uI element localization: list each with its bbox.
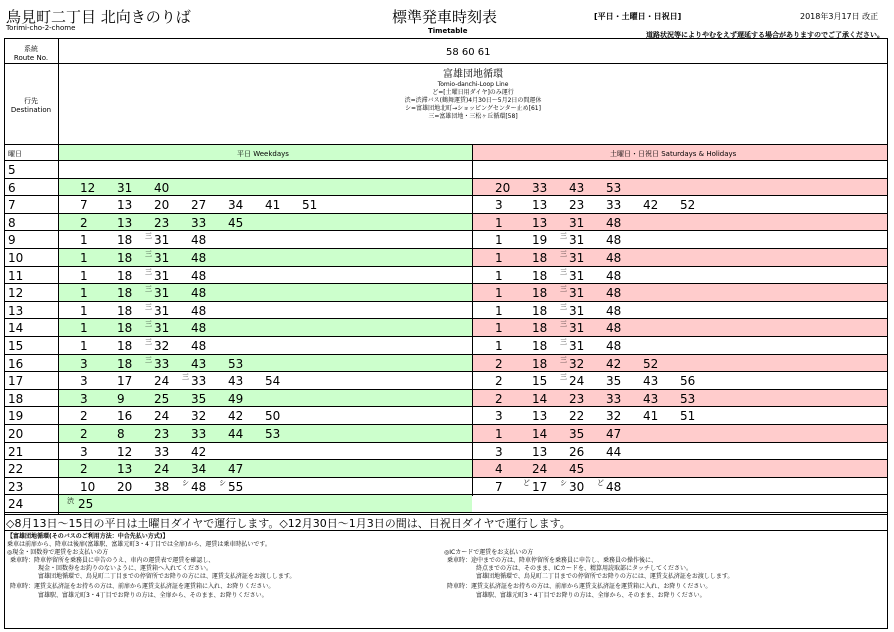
weekday-minute: 25 (78, 497, 94, 512)
holiday-minute: 44 (606, 444, 622, 459)
holiday-minute: 32 (569, 356, 585, 371)
hour-label: 8 (8, 215, 16, 230)
table-row (0, 478, 894, 496)
hour-label: 6 (8, 180, 16, 195)
day-type-label: [平日・土曜日・日祝日] (594, 12, 682, 21)
weekday-minute: 34 (191, 462, 207, 477)
holiday-minute: 42 (643, 198, 659, 213)
weekday-minute: 54 (265, 374, 281, 389)
table-row (0, 231, 894, 249)
holiday-minute: 43 (643, 374, 659, 389)
route-numbers: 58 60 61 (446, 47, 491, 58)
hour-label: 12 (8, 286, 24, 301)
weekday-minute: 18 (117, 321, 133, 336)
fare-line: 富雄団地循環で、鳥見町二丁目までの停留所でお降りの方には、運賃支払済証をお渡しします。 (476, 573, 734, 580)
fare-line: 降車時：運賃支払済証をお持ちの方は、前扉から運賃支払済証を運賃箱に入れ、お降りください。 (10, 583, 275, 590)
weekday-minute: 47 (228, 462, 244, 477)
route-mark: 三 (182, 373, 189, 382)
route-label-en: Route No. (13, 54, 49, 62)
holiday-minute: 18 (532, 303, 548, 318)
weekday-minute: 18 (117, 303, 133, 318)
weekday-minute: 1 (80, 286, 88, 301)
route-mark: 三 (560, 232, 567, 241)
weekday-minute: 25 (154, 391, 170, 406)
route-mark: シ (182, 478, 189, 487)
holiday-minute: 53 (680, 391, 696, 406)
weekday-minute: 17 (117, 374, 133, 389)
fare-line: 富雄団地循環で、鳥見町二丁目までの停留所でお降りの方には、運賃支払済証をお渡しします。 (38, 573, 296, 580)
legend-item: ど=[土曜日用ダイヤ]のみ運行 (432, 89, 514, 96)
table-row (0, 249, 894, 267)
holiday-minute: 31 (569, 303, 585, 318)
holiday-minute: 2 (495, 356, 503, 371)
route-mark: 三 (145, 338, 152, 346)
holiday-minute: 35 (569, 427, 585, 441)
weekday-minute: 34 (228, 198, 244, 213)
weekday-minute: 48 (191, 268, 207, 283)
weekday-minute: 3 (80, 444, 88, 459)
holiday-minute: 22 (569, 409, 585, 424)
fare-line: 乗車は前扉から、降車は後扉(富雄駅、富雄元町3・4丁目では全扉)から、運賃は乗車時払いです。 (7, 541, 271, 548)
legend-item: 渋=渋滞バス(鶴舞運賃)4月30日～5月2日の間運休 (404, 97, 542, 104)
weekday-minute: 12 (117, 444, 133, 459)
weekday-minute: 23 (154, 215, 170, 230)
route-mark: ど (597, 478, 604, 487)
weekday-minute: 31 (154, 286, 170, 301)
table-row (0, 425, 894, 443)
weekday-minute: 48 (191, 339, 207, 353)
fare-line: 【富雄団地循環(そのバスのご利用方法：中合先払い方式)】 (7, 533, 169, 540)
route-mark: 三 (560, 250, 567, 258)
weekday-minute: 31 (117, 180, 133, 195)
fare-line: ◎ICカードで運賃をお支払いの方 (444, 549, 534, 556)
weekday-minute: 48 (191, 321, 207, 336)
holiday-minute: 3 (495, 444, 503, 459)
weekday-minute: 24 (154, 374, 170, 389)
holiday-minute: 20 (495, 180, 511, 195)
weekday-minute: 53 (265, 427, 281, 441)
holiday-minute: 31 (569, 286, 585, 301)
fare-line: 現金・回数券をお釣りのないように、運賃箱へ入れてください。 (38, 565, 213, 572)
holiday-minute: 48 (606, 339, 622, 353)
holiday-minute: 32 (606, 409, 622, 424)
page-subtitle: Timetable (428, 27, 468, 35)
hour-label: 20 (8, 427, 24, 441)
weekday-minute: 55 (228, 479, 244, 494)
holiday-minute: 1 (495, 268, 503, 283)
weekday-minute: 33 (154, 444, 170, 459)
table-row (0, 443, 894, 461)
page-title: 標準発車時刻表 (392, 8, 498, 26)
holiday-minute: 31 (569, 321, 585, 336)
hour-label: 23 (8, 479, 24, 494)
route-mark: シ (219, 478, 226, 487)
holiday-minute: 2 (495, 374, 503, 389)
table-row (0, 372, 894, 390)
weekday-minute: 13 (117, 462, 133, 477)
route-mark: 三 (560, 285, 567, 294)
holiday-minute: 19 (532, 233, 548, 248)
holiday-minute: 18 (532, 268, 548, 283)
table-row (0, 302, 894, 320)
weekday-minute: 42 (191, 444, 207, 459)
holiday-minute: 48 (606, 215, 622, 230)
weekday-minute: 9 (117, 391, 125, 406)
weekday-minute: 48 (191, 233, 207, 248)
holiday-minute: 43 (569, 180, 585, 195)
stop-name: 鳥見町二丁目 北向きのりば (6, 8, 191, 26)
holiday-minute: 45 (569, 462, 585, 477)
route-mark: 三 (560, 338, 567, 346)
holiday-minute: 14 (532, 427, 548, 441)
table-row (0, 179, 894, 197)
weekday-minute: 45 (228, 215, 244, 230)
weekday-row-shade (59, 495, 472, 512)
holiday-minute: 33 (532, 180, 548, 195)
weekday-minute: 1 (80, 268, 88, 283)
stop-name-roman: Torimi-cho-2-chome (6, 24, 76, 32)
holiday-minute: 1 (495, 303, 503, 318)
table-row (0, 196, 894, 214)
weekday-minute: 18 (117, 339, 133, 353)
weekday-minute: 33 (191, 215, 207, 230)
holiday-minute: 41 (643, 409, 659, 424)
weekday-minute: 1 (80, 339, 88, 353)
weekday-minute: 13 (117, 198, 133, 213)
destination-label-en: Destination (10, 106, 52, 114)
legend-item: シ=富雄団地北町→ショッピングセンター止め[61] (405, 105, 541, 112)
weekday-minute: 18 (117, 286, 133, 301)
holiday-header-label: 土曜日・日祝日 Saturdays & Holidays (610, 150, 737, 158)
holiday-minute: 15 (532, 374, 548, 389)
hour-label: 15 (8, 339, 24, 353)
holiday-minute: 48 (606, 321, 622, 336)
weekday-minute: 2 (80, 409, 88, 424)
holiday-minute: 31 (569, 268, 585, 283)
weekday-minute: 3 (80, 391, 88, 406)
weekday-minute: 53 (228, 356, 244, 371)
route-mark: 三 (560, 267, 567, 276)
weekday-minute: 2 (80, 427, 88, 441)
holiday-minute: 13 (532, 444, 548, 459)
weekday-minute: 41 (265, 198, 281, 213)
holiday-minute: 4 (495, 462, 503, 477)
holiday-minute: 42 (606, 356, 622, 371)
hour-label: 19 (8, 409, 24, 424)
fare-line: 乗車時：途中までの方は、降車停留所を乗務員に申告し、乗務員の操作後に、 (447, 557, 658, 564)
weekday-minute: 32 (191, 409, 207, 424)
weekday-minute: 48 (191, 286, 207, 301)
table-row (0, 460, 894, 478)
weekday-minute: 48 (191, 251, 207, 265)
table-row (0, 407, 894, 425)
holiday-minute: 31 (569, 233, 585, 248)
holiday-minute: 3 (495, 409, 503, 424)
weekday-minute: 3 (80, 356, 88, 371)
route-mark: 三 (560, 302, 567, 311)
weekday-minute: 49 (228, 391, 244, 406)
weekday-minute: 8 (117, 427, 125, 441)
holiday-minute: 18 (532, 251, 548, 265)
holiday-minute: 13 (532, 215, 548, 230)
weekday-minute: 31 (154, 303, 170, 318)
hour-label: 21 (8, 444, 24, 459)
holiday-minute: 1 (495, 215, 503, 230)
holiday-minute: 17 (532, 479, 548, 494)
weekday-minute: 1 (80, 303, 88, 318)
weekday-minute: 40 (154, 180, 170, 195)
weekday-minute: 48 (191, 479, 207, 494)
hour-label: 7 (8, 198, 16, 213)
route-mark: 渋 (67, 497, 74, 506)
weekday-minute: 2 (80, 215, 88, 230)
weekday-minute: 16 (117, 409, 133, 424)
route-mark: 三 (145, 302, 152, 311)
weekday-minute: 18 (117, 233, 133, 248)
table-row (0, 319, 894, 337)
table-row (0, 495, 894, 513)
weekday-minute: 18 (117, 251, 133, 265)
weekday-minute: 20 (154, 198, 170, 213)
weekday-minute: 1 (80, 251, 88, 265)
holiday-minute: 18 (532, 286, 548, 301)
weekday-minute: 20 (117, 479, 133, 494)
holiday-minute: 35 (606, 374, 622, 389)
weekday-minute: 48 (191, 303, 207, 318)
weekday-minute: 31 (154, 268, 170, 283)
hour-label: 18 (8, 391, 24, 406)
destination-block (58, 68, 888, 121)
route-label-ja: 系統 (24, 45, 38, 53)
fare-line: 富雄駅、富雄元町3・4丁目でお降りの方は、全扉から、そのまま、お降りください。 (476, 592, 706, 599)
holiday-minute: 48 (606, 286, 622, 301)
route-mark: 三 (145, 355, 152, 364)
holiday-minute: 47 (606, 427, 622, 441)
holiday-minute: 33 (606, 198, 622, 213)
holiday-minute: 14 (532, 391, 548, 406)
holiday-minute: 23 (569, 391, 585, 406)
table-row (0, 337, 894, 355)
weekday-minute: 33 (191, 374, 207, 389)
table-row (0, 161, 894, 179)
holiday-minute: 23 (569, 198, 585, 213)
holiday-minute: 2 (495, 391, 503, 406)
weekday-minute: 10 (80, 479, 96, 494)
hour-label: 16 (8, 356, 24, 371)
hour-label: 10 (8, 251, 24, 265)
holiday-minute: 13 (532, 198, 548, 213)
weekday-minute: 33 (154, 356, 170, 371)
route-mark: 三 (145, 267, 152, 276)
holiday-minute: 1 (495, 251, 503, 265)
weekday-minute: 31 (154, 321, 170, 336)
hour-label: 17 (8, 374, 24, 389)
holiday-minute: 1 (495, 233, 503, 248)
holiday-minute: 48 (606, 479, 622, 494)
weekday-minute: 24 (154, 462, 170, 477)
holiday-minute: 1 (495, 286, 503, 301)
table-row (0, 355, 894, 373)
weekday-minute: 50 (265, 409, 281, 424)
table-row (0, 214, 894, 232)
weekday-minute: 44 (228, 427, 244, 441)
holiday-minute: 52 (680, 198, 696, 213)
fare-line: 終点までの方は、そのまま、ICカードを、精算用読取部にタッチしてください。 (476, 565, 692, 572)
holiday-minute: 31 (569, 215, 585, 230)
holiday-minute: 18 (532, 321, 548, 336)
weekday-minute: 3 (80, 374, 88, 389)
holiday-minute: 48 (606, 268, 622, 283)
holiday-minute: 53 (606, 180, 622, 195)
route-label (4, 45, 58, 63)
holiday-minute: 56 (680, 374, 696, 389)
hour-label: 5 (8, 163, 16, 177)
route-mark: 三 (145, 250, 152, 258)
fare-line: 乗車時：降車停留所を乗務員に申告のうえ、車内の運賃表で運賃を確認し、 (10, 557, 215, 564)
destination-label-ja: 行先 (24, 97, 38, 105)
holiday-minute: 18 (532, 339, 548, 353)
weekday-minute: 35 (191, 391, 207, 406)
weekday-header-label: 平日 Weekdays (237, 150, 289, 158)
weekday-minute: 38 (154, 479, 170, 494)
weekday-minute: 7 (80, 198, 88, 213)
weekday-minute: 33 (191, 427, 207, 441)
weekday-minute: 27 (191, 198, 207, 213)
weekday-minute: 1 (80, 321, 88, 336)
holiday-minute: 31 (569, 339, 585, 353)
holiday-minute: 7 (495, 479, 503, 494)
weekday-minute: 31 (154, 251, 170, 265)
route-mark: 三 (145, 320, 152, 329)
weekday-minute: 2 (80, 462, 88, 477)
holiday-minute: 24 (569, 374, 585, 389)
weekday-minute: 42 (228, 409, 244, 424)
holiday-minute: 1 (495, 427, 503, 441)
destination-name: 富雄団地循環 (443, 69, 503, 80)
holiday-minute: 43 (643, 391, 659, 406)
hour-label: 9 (8, 233, 16, 248)
holiday-minute: 48 (606, 303, 622, 318)
holiday-minute: 24 (532, 462, 548, 477)
weekday-minute: 13 (117, 215, 133, 230)
fare-line: 富雄駅、富雄元町3・4丁目でお降りの方は、全扉から、そのまま、お降りください。 (38, 592, 268, 599)
route-mark: シ (560, 478, 567, 487)
holiday-minute: 1 (495, 339, 503, 353)
hour-label: 11 (8, 268, 24, 283)
holiday-minute: 48 (606, 251, 622, 265)
table-row (0, 390, 894, 408)
weekday-minute: 23 (154, 427, 170, 441)
delay-notice: 道路状況等によりやむをえず遅延する場合がありますのでご了承ください。 (646, 31, 884, 39)
holiday-minute: 26 (569, 444, 585, 459)
divider (4, 530, 888, 531)
hour-label: 14 (8, 321, 24, 336)
weekday-minute: 1 (80, 233, 88, 248)
operation-note: ◇8月13日～15日の平日は土曜日ダイヤで運行します。◇12月30日～1月3日の間は、日祝日ダイヤで運行します。 (6, 517, 571, 530)
weekday-minute: 43 (228, 374, 244, 389)
holiday-minute: 18 (532, 356, 548, 371)
divider (4, 512, 888, 513)
route-mark: 三 (560, 355, 567, 364)
holiday-minute: 13 (532, 409, 548, 424)
holiday-minute: 3 (495, 198, 503, 213)
table-row (0, 284, 894, 302)
weekday-minute: 12 (80, 180, 96, 195)
weekday-minute: 24 (154, 409, 170, 424)
holiday-minute: 48 (606, 233, 622, 248)
weekday-minute: 43 (191, 356, 207, 371)
hour-label: 22 (8, 462, 24, 477)
weekday-minute: 18 (117, 356, 133, 371)
holiday-minute: 52 (643, 356, 659, 371)
route-mark: 三 (560, 373, 567, 382)
weekday-minute: 18 (117, 268, 133, 283)
route-mark: ど (523, 478, 530, 487)
legend-item: 三=富雄団地・三松ヶ丘循環[58] (428, 113, 518, 120)
holiday-minute: 1 (495, 321, 503, 336)
divider (4, 63, 888, 64)
route-mark: 三 (145, 285, 152, 294)
weekday-minute: 51 (302, 198, 318, 213)
destination-roman: Tomio-danchi-Loop Line (437, 81, 509, 88)
fare-line: 降車時：運賃支払済証をお持ちの方は、前扉から運賃支払済証を運賃箱に入れ、お降りください。 (447, 583, 712, 590)
route-mark: 三 (145, 232, 152, 241)
weekday-minute: 31 (154, 233, 170, 248)
holiday-minute: 33 (606, 391, 622, 406)
fare-line: ◎現金・回数券で運賃をお支払いの方 (7, 549, 109, 556)
hour-column-header: 曜日 (8, 150, 22, 158)
weekday-minute: 32 (154, 339, 170, 353)
revision-date: 2018年3月17日 改正 (800, 12, 879, 21)
hour-label: 13 (8, 303, 24, 318)
holiday-minute: 31 (569, 251, 585, 265)
table-row (0, 267, 894, 285)
holiday-minute: 51 (680, 409, 696, 424)
destination-label (4, 97, 58, 115)
route-mark: 三 (560, 320, 567, 329)
holiday-minute: 30 (569, 479, 585, 494)
hour-label: 24 (8, 497, 24, 512)
